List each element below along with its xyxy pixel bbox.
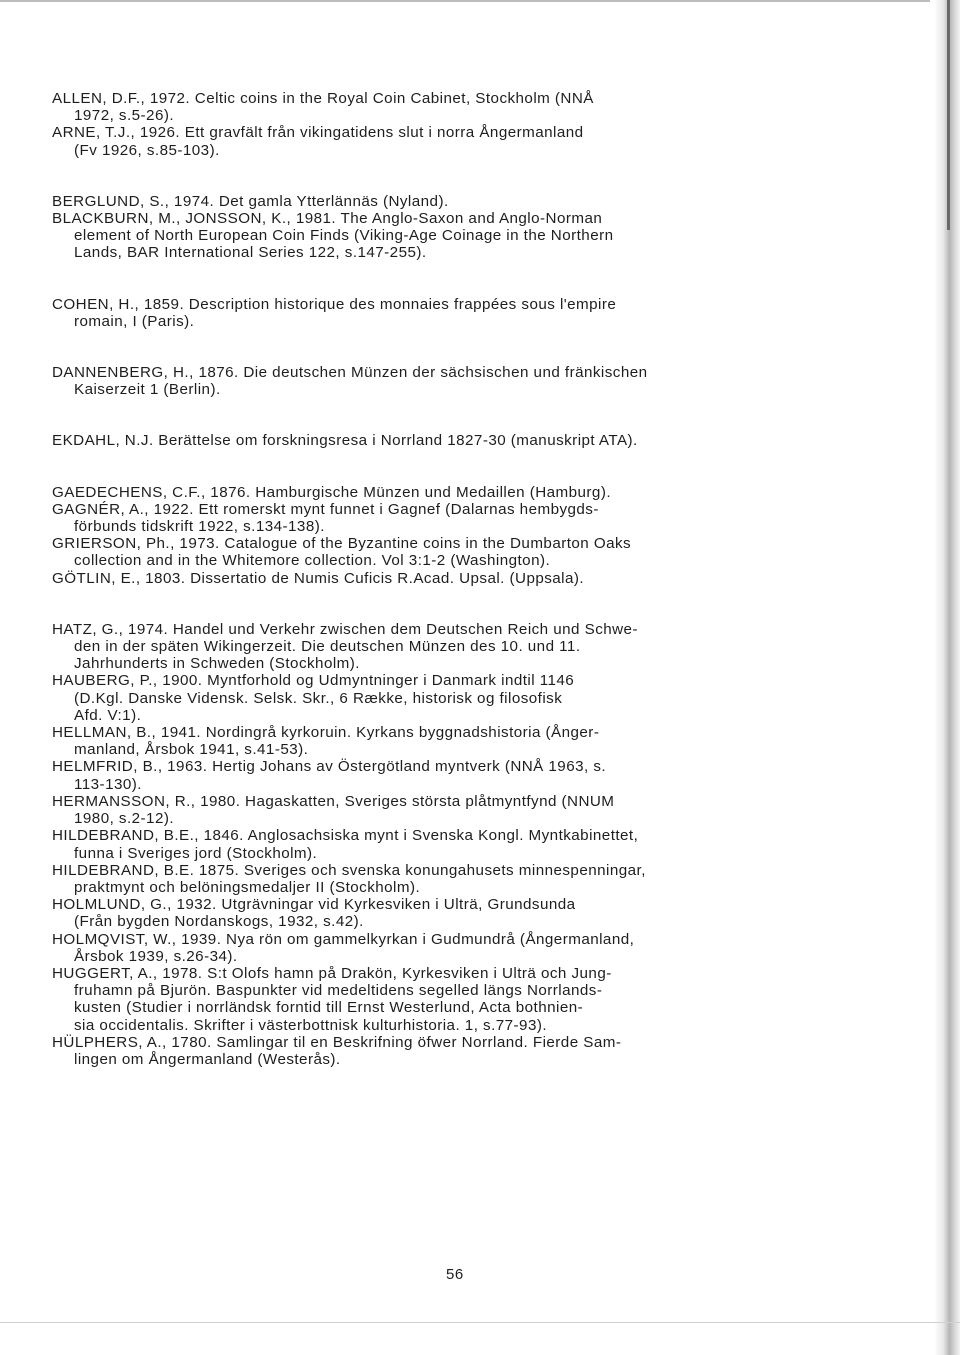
bibliography-entry — [52, 296, 842, 330]
bibliography-entry — [52, 484, 842, 501]
entry-line: GRIERSON, Ph., 1973. Catalogue of the Byzantine coins in the Dumbarton Oaks — [52, 535, 632, 553]
entry-continuation-line: fruhamn på Bjurön. Baspunkter vid medeltidens segelled längs Norrlands- — [74, 982, 603, 1000]
bibliography-entry — [52, 965, 842, 1034]
bibliography-entry — [52, 621, 842, 673]
entry-line: HILDEBRAND, B.E. 1875. Sveriges och svenska konungahusets minnespenningar, — [52, 861, 646, 879]
entry-line: BERGLUND, S., 1974. Det gamla Ytterlännäs (Nyland). — [52, 192, 449, 210]
entry-continuation-line: funna i Sveriges jord (Stockholm). — [74, 844, 318, 862]
entry-line: HAUBERG, P., 1900. Myntforhold og Udmyntninger i Danmark indtil 1146 — [52, 672, 575, 690]
bibliography-entry — [52, 758, 842, 792]
bibliography-entry — [52, 896, 842, 930]
entry-line: HELLMAN, B., 1941. Nordingrå kyrkoruin. Kyrkans byggnadshistoria (Ånger- — [52, 724, 600, 742]
bibliography-entry — [52, 827, 842, 861]
bibliography-entry — [52, 210, 842, 262]
entry-line: HERMANSSON, R., 1980. Hagaskatten, Sveriges största plåtmyntfynd (NNUM — [52, 792, 615, 810]
entry-continuation-line: den in der späten Wikingerzeit. Die deutschen Münzen des 10. und 11. — [74, 638, 581, 656]
group-spacer — [52, 587, 842, 621]
entry-continuation-line: förbunds tidskrift 1922, s.134-138). — [74, 518, 325, 536]
entry-continuation-line: romain, I (Paris). — [74, 312, 195, 330]
scan-bottom-border — [0, 1322, 960, 1323]
entry-continuation-line: kusten (Studier i norrländsk forntid till Ernst Westerlund, Acta bothnien- — [74, 999, 584, 1017]
bibliography-entry — [52, 1034, 842, 1068]
entry-line: DANNENBERG, H., 1876. Die deutschen Münzen der sächsischen und fränkischen — [52, 364, 648, 382]
bibliography-entry — [52, 724, 842, 758]
bibliography-entry — [52, 793, 842, 827]
entry-line: HILDEBRAND, B.E., 1846. Anglosachsiska mynt i Svenska Kongl. Myntkabinettet, — [52, 827, 639, 845]
bibliography-list — [52, 90, 842, 1068]
entry-continuation-line: Lands, BAR International Series 122, s.147-255). — [74, 244, 427, 262]
entry-line: COHEN, H., 1859. Description historique des monnaies frappées sous l'empire — [52, 295, 617, 313]
entry-line: HOLMQVIST, W., 1939. Nya rön om gammelkyrkan i Gudmundrå (Ångermanland, — [52, 930, 635, 948]
entry-continuation-line: Afd. V:1). — [74, 706, 142, 724]
group-spacer — [52, 398, 842, 432]
bibliography-entry — [52, 535, 842, 569]
bibliography-entry — [52, 931, 842, 965]
entry-line: ALLEN, D.F., 1972. Celtic coins in the Royal Coin Cabinet, Stockholm (NNÅ — [52, 90, 594, 107]
bibliography-entry — [52, 124, 842, 158]
entry-continuation-line: (D.Kgl. Danske Vidensk. Selsk. Skr., 6 Række, historisk og filosofisk — [74, 689, 563, 707]
scan-top-border — [0, 0, 930, 2]
entry-continuation-line: praktmynt och belöningsmedaljer II (Stockholm). — [74, 878, 421, 896]
bibliography-entry — [52, 364, 842, 398]
entry-line: GAGNÉR, A., 1922. Ett romerskt mynt funnet i Gagnef (Dalarnas hembygds- — [52, 500, 599, 518]
entry-continuation-line: (Fv 1926, s.85-103). — [74, 141, 220, 159]
group-spacer — [52, 262, 842, 296]
entry-line: GÖTLIN, E., 1803. Dissertatio de Numis Cuficis R.Acad. Upsal. (Uppsala). — [52, 569, 585, 587]
entry-line: HELMFRID, B., 1963. Hertig Johans av Östergötland myntverk (NNÅ 1963, s. — [52, 758, 607, 776]
bibliography-entry — [52, 570, 842, 587]
bibliography-entry — [52, 432, 842, 449]
entry-line: HOLMLUND, G., 1932. Utgrävningar vid Kyrkesviken i Ulträ, Grundsunda — [52, 896, 576, 914]
bibliography-entry — [52, 672, 842, 724]
entry-continuation-line: 1980, s.2-12). — [74, 810, 175, 828]
entry-continuation-line: 113-130). — [74, 775, 142, 793]
entry-line: HUGGERT, A., 1978. S:t Olofs hamn på Drakön, Kyrkesviken i Ulträ och Jung- — [52, 964, 612, 982]
bibliography-entry — [52, 501, 842, 535]
entry-line: ARNE, T.J., 1926. Ett gravfält från vikingatidens slut i norra Ångermanland — [52, 124, 584, 142]
entry-continuation-line: lingen om Ångermanland (Westerås). — [74, 1050, 341, 1068]
entry-continuation-line: 1972, s.5-26). — [74, 107, 175, 125]
group-spacer — [52, 450, 842, 484]
entry-continuation-line: collection and in the Whitemore collection. Vol 3:1-2 (Washington). — [74, 552, 551, 570]
bibliography-entry — [52, 90, 842, 124]
entry-continuation-line: sia occidentalis. Skrifter i västerbottnisk kulturhistoria. 1, s.77-93). — [74, 1016, 548, 1034]
entry-line: HÜLPHERS, A., 1780. Samlingar til en Beskrifning öfwer Norrland. Fierde Sam- — [52, 1033, 622, 1051]
entry-line: EKDAHL, N.J. Berättelse om forskningsresa i Norrland 1827-30 (manuskript ATA). — [52, 432, 638, 450]
entry-line: BLACKBURN, M., JONSSON, K., 1981. The Anglo-Saxon and Anglo-Norman — [52, 210, 603, 228]
page-number: 56 — [446, 1266, 464, 1283]
entry-continuation-line: Jahrhunderts in Schweden (Stockholm). — [74, 655, 360, 673]
entry-line: GAEDECHENS, C.F., 1876. Hamburgische Münzen und Medaillen (Hamburg). — [52, 483, 612, 501]
entry-line: HATZ, G., 1974. Handel und Verkehr zwischen dem Deutschen Reich und Schwe- — [52, 620, 638, 638]
entry-continuation-line: (Från bygden Nordanskogs, 1932, s.42). — [74, 913, 364, 931]
entry-continuation-line: element of North European Coin Finds (Viking-Age Coinage in the Northern — [74, 227, 614, 245]
bibliography-entry — [52, 193, 842, 210]
entry-continuation-line: Kaiserzeit 1 (Berlin). — [74, 381, 221, 399]
entry-continuation-line: Årsbok 1939, s.26-34). — [74, 947, 238, 965]
scan-binding-shadow — [947, 0, 950, 230]
group-spacer — [52, 330, 842, 364]
group-spacer — [52, 159, 842, 193]
entry-continuation-line: manland, Årsbok 1941, s.41-53). — [74, 741, 309, 759]
bibliography-entry — [52, 862, 842, 896]
